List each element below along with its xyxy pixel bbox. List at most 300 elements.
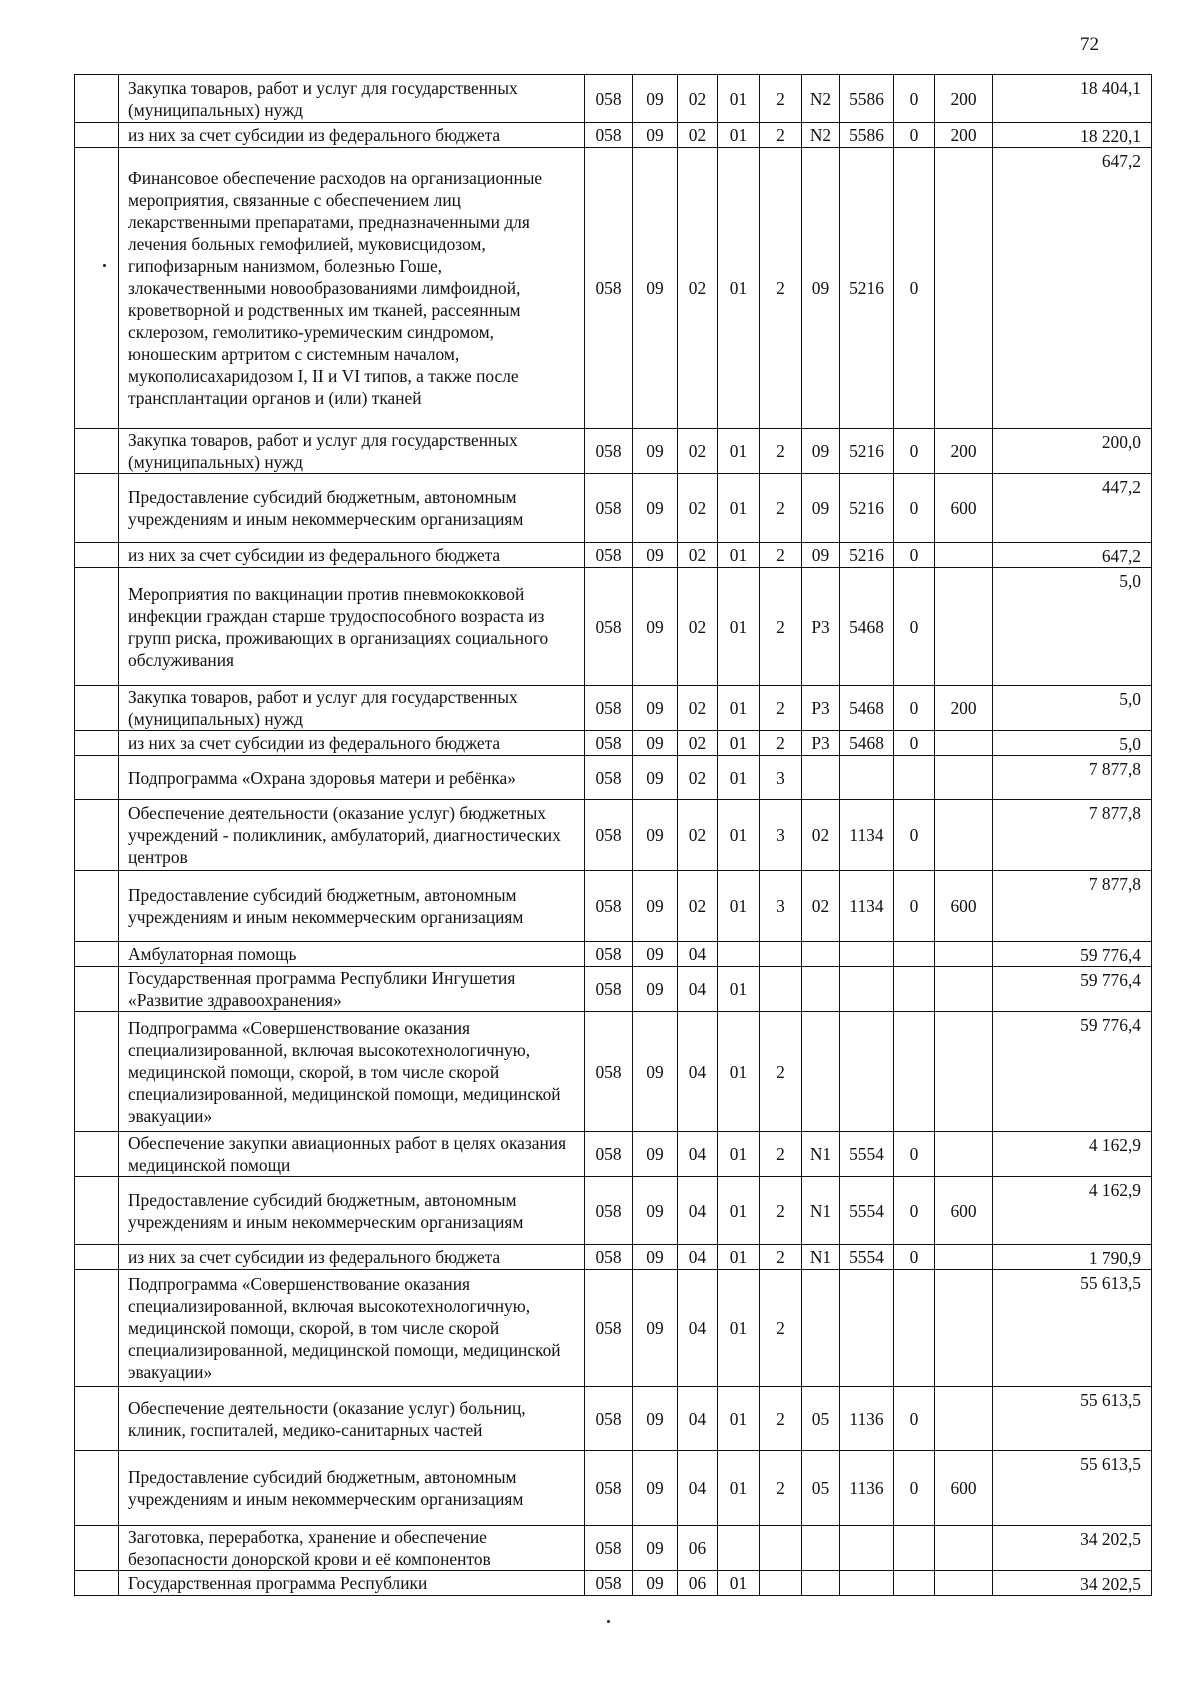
code-event-cell: N1	[802, 1177, 840, 1245]
table-row	[75, 123, 1152, 148]
code-event-cell: P3	[802, 686, 840, 731]
code-gr-cell: 058	[585, 1571, 633, 1596]
code-direction-cell	[840, 1012, 894, 1132]
item-name: Обеспечение деятельности (оказание услуг) бюджетных учреждений - поликлиник, амбулаторий, диагностических центров	[119, 800, 585, 871]
code-program-cell: 01	[718, 1132, 760, 1177]
table-row	[75, 1571, 1152, 1596]
code-event-cell	[802, 942, 840, 967]
table-row	[75, 148, 1152, 429]
code-subprogram-cell: 2	[760, 686, 802, 731]
code-rz-cell: 09	[633, 123, 678, 148]
item-name: Подпрограмма «Совершенствование оказания специализированной, включая высокотехнологичную, медицинской помощи, скорой, в том числе скорой специализированной, медицинской помощи, медицинской эвакуации»	[119, 1270, 585, 1387]
code-event-cell: 05	[802, 1387, 840, 1451]
code-event-cell: 02	[802, 871, 840, 942]
table-row	[75, 731, 1152, 756]
code-pr-cell: 04	[678, 1387, 718, 1451]
blank-cell	[75, 1270, 119, 1387]
budget-table	[74, 74, 1152, 1596]
code-sub-cell: 0	[894, 148, 935, 429]
blank-cell	[75, 1571, 119, 1596]
blank-cell	[75, 967, 119, 1012]
table-row	[75, 871, 1152, 942]
code-gr-cell: 058	[585, 1245, 633, 1270]
blank-cell	[75, 871, 119, 942]
item-name: Обеспечение закупки авиационных работ в целях оказания медицинской помощи	[119, 1132, 585, 1177]
code-event-cell: N1	[802, 1132, 840, 1177]
table-body	[75, 75, 1152, 1596]
code-program-cell: 01	[718, 1270, 760, 1387]
code-direction-cell: 5468	[840, 686, 894, 731]
code-gr-cell: 058	[585, 543, 633, 568]
code-direction-cell: 5216	[840, 429, 894, 474]
code-vr-cell	[935, 543, 993, 568]
scan-speck	[607, 1620, 610, 1623]
code-event-cell: N2	[802, 123, 840, 148]
code-program-cell: 01	[718, 429, 760, 474]
code-rz-cell: 09	[633, 1571, 678, 1596]
blank-cell	[75, 568, 119, 686]
code-event-cell: 09	[802, 474, 840, 543]
code-vr-cell	[935, 800, 993, 871]
code-event-cell	[802, 967, 840, 1012]
blank-cell	[75, 1526, 119, 1571]
code-subprogram-cell	[760, 1571, 802, 1596]
code-sub-cell: 0	[894, 123, 935, 148]
code-program-cell: 01	[718, 1387, 760, 1451]
amount-cell: 4 162,9	[993, 1132, 1152, 1177]
code-vr-cell	[935, 1245, 993, 1270]
code-sub-cell: 0	[894, 731, 935, 756]
code-vr-cell	[935, 148, 993, 429]
code-rz-cell: 09	[633, 1177, 678, 1245]
code-rz-cell: 09	[633, 967, 678, 1012]
code-gr-cell: 058	[585, 967, 633, 1012]
item-name: Предоставление субсидий бюджетным, автономным учреждениям и иным некоммерческим организациям	[119, 1451, 585, 1526]
item-name: Предоставление субсидий бюджетным, автономным учреждениям и иным некоммерческим организациям	[119, 474, 585, 543]
amount-cell: 5,0	[993, 568, 1152, 686]
code-pr-cell: 02	[678, 686, 718, 731]
code-pr-cell: 02	[678, 543, 718, 568]
table-row	[75, 1132, 1152, 1177]
amount-cell: 200,0	[993, 429, 1152, 474]
code-event-cell	[802, 1012, 840, 1132]
amount-cell: 4 162,9	[993, 1177, 1152, 1245]
blank-cell	[75, 75, 119, 123]
code-subprogram-cell: 2	[760, 1451, 802, 1526]
table-row	[75, 543, 1152, 568]
code-pr-cell: 02	[678, 123, 718, 148]
code-direction-cell: 5468	[840, 731, 894, 756]
code-gr-cell: 058	[585, 75, 633, 123]
item-name: из них за счет субсидии из федерального бюджета	[119, 123, 585, 148]
blank-cell	[75, 1245, 119, 1270]
code-event-cell: 05	[802, 1451, 840, 1526]
code-subprogram-cell: 2	[760, 1012, 802, 1132]
code-direction-cell	[840, 942, 894, 967]
code-direction-cell: 5554	[840, 1132, 894, 1177]
blank-cell	[75, 429, 119, 474]
code-rz-cell: 09	[633, 148, 678, 429]
code-program-cell: 01	[718, 1177, 760, 1245]
table-row	[75, 1387, 1152, 1451]
code-pr-cell: 02	[678, 148, 718, 429]
table-row	[75, 1177, 1152, 1245]
code-sub-cell: 0	[894, 1132, 935, 1177]
code-rz-cell: 09	[633, 871, 678, 942]
code-rz-cell: 09	[633, 800, 678, 871]
code-gr-cell: 058	[585, 123, 633, 148]
code-pr-cell: 04	[678, 967, 718, 1012]
code-gr-cell: 058	[585, 1451, 633, 1526]
code-program-cell	[718, 942, 760, 967]
code-program-cell: 01	[718, 1012, 760, 1132]
code-program-cell: 01	[718, 871, 760, 942]
code-event-cell: P3	[802, 568, 840, 686]
code-pr-cell: 04	[678, 942, 718, 967]
code-pr-cell: 04	[678, 1270, 718, 1387]
code-sub-cell: 0	[894, 75, 935, 123]
code-rz-cell: 09	[633, 1245, 678, 1270]
amount-cell: 59 776,4	[993, 1012, 1152, 1132]
code-vr-cell	[935, 1526, 993, 1571]
code-sub-cell	[894, 1526, 935, 1571]
code-rz-cell: 09	[633, 1387, 678, 1451]
table-row	[75, 1526, 1152, 1571]
code-pr-cell: 02	[678, 474, 718, 543]
code-vr-cell	[935, 1270, 993, 1387]
code-sub-cell	[894, 1270, 935, 1387]
code-gr-cell: 058	[585, 474, 633, 543]
amount-cell: 55 613,5	[993, 1270, 1152, 1387]
page-number: 72	[1080, 34, 1099, 55]
code-sub-cell: 0	[894, 1451, 935, 1526]
code-direction-cell: 1136	[840, 1451, 894, 1526]
table-row	[75, 800, 1152, 871]
table-row	[75, 942, 1152, 967]
code-program-cell: 01	[718, 568, 760, 686]
code-pr-cell: 06	[678, 1526, 718, 1571]
item-name: Амбулаторная помощь	[119, 942, 585, 967]
item-name: Закупка товаров, работ и услуг для государственных (муниципальных) нужд	[119, 686, 585, 731]
code-pr-cell: 02	[678, 429, 718, 474]
code-subprogram-cell: 2	[760, 568, 802, 686]
code-gr-cell: 058	[585, 800, 633, 871]
code-vr-cell: 200	[935, 429, 993, 474]
blank-cell	[75, 800, 119, 871]
code-rz-cell: 09	[633, 1270, 678, 1387]
blank-cell	[75, 756, 119, 800]
code-pr-cell: 02	[678, 800, 718, 871]
code-program-cell: 01	[718, 75, 760, 123]
code-rz-cell: 09	[633, 429, 678, 474]
code-direction-cell	[840, 967, 894, 1012]
code-vr-cell: 600	[935, 1451, 993, 1526]
blank-cell	[75, 543, 119, 568]
table-row	[75, 967, 1152, 1012]
code-rz-cell: 09	[633, 942, 678, 967]
code-sub-cell: 0	[894, 1245, 935, 1270]
item-name: Закупка товаров, работ и услуг для государственных (муниципальных) нужд	[119, 429, 585, 474]
item-name: Обеспечение деятельности (оказание услуг) больниц, клиник, госпиталей, медико-санитарных частей	[119, 1387, 585, 1451]
scan-speck	[103, 264, 106, 267]
code-subprogram-cell: 2	[760, 1245, 802, 1270]
code-vr-cell	[935, 568, 993, 686]
code-direction-cell	[840, 1526, 894, 1571]
item-name: из них за счет субсидии из федерального бюджета	[119, 731, 585, 756]
code-program-cell: 01	[718, 800, 760, 871]
code-sub-cell: 0	[894, 474, 935, 543]
blank-cell	[75, 148, 119, 429]
code-sub-cell: 0	[894, 1387, 935, 1451]
amount-cell: 34 202,5	[993, 1526, 1152, 1571]
table-row	[75, 1012, 1152, 1132]
code-program-cell: 01	[718, 474, 760, 543]
table-row	[75, 686, 1152, 731]
code-direction-cell: 1134	[840, 800, 894, 871]
amount-cell: 7 877,8	[993, 871, 1152, 942]
code-subprogram-cell: 2	[760, 1270, 802, 1387]
blank-cell	[75, 1177, 119, 1245]
code-event-cell: P3	[802, 731, 840, 756]
code-program-cell: 01	[718, 1571, 760, 1596]
amount-cell: 647,2	[993, 543, 1152, 568]
code-gr-cell: 058	[585, 1526, 633, 1571]
item-name: Предоставление субсидий бюджетным, автономным учреждениям и иным некоммерческим организациям	[119, 1177, 585, 1245]
code-direction-cell: 5554	[840, 1177, 894, 1245]
amount-cell: 59 776,4	[993, 942, 1152, 967]
code-gr-cell: 058	[585, 1012, 633, 1132]
code-vr-cell	[935, 1571, 993, 1596]
code-sub-cell: 0	[894, 871, 935, 942]
table-row	[75, 1245, 1152, 1270]
code-rz-cell: 09	[633, 1451, 678, 1526]
code-program-cell: 01	[718, 756, 760, 800]
code-program-cell: 01	[718, 1451, 760, 1526]
code-subprogram-cell: 2	[760, 1177, 802, 1245]
code-event-cell: 09	[802, 148, 840, 429]
code-event-cell	[802, 1270, 840, 1387]
code-pr-cell: 04	[678, 1451, 718, 1526]
code-subprogram-cell: 3	[760, 800, 802, 871]
code-direction-cell: 5586	[840, 75, 894, 123]
code-gr-cell: 058	[585, 1132, 633, 1177]
code-gr-cell: 058	[585, 942, 633, 967]
item-name: Подпрограмма «Совершенствование оказания специализированной, включая высокотехнологичную, медицинской помощи, скорой, в том числе скорой специализированной, медицинской помощи, медицинской эвакуации»	[119, 1012, 585, 1132]
code-vr-cell	[935, 967, 993, 1012]
amount-cell: 647,2	[993, 148, 1152, 429]
item-name: из них за счет субсидии из федерального бюджета	[119, 543, 585, 568]
code-direction-cell: 5468	[840, 568, 894, 686]
table-row	[75, 75, 1152, 123]
code-direction-cell: 1136	[840, 1387, 894, 1451]
code-subprogram-cell	[760, 942, 802, 967]
code-direction-cell: 5216	[840, 543, 894, 568]
code-vr-cell	[935, 1387, 993, 1451]
code-pr-cell: 04	[678, 1177, 718, 1245]
amount-cell: 1 790,9	[993, 1245, 1152, 1270]
amount-cell: 7 877,8	[993, 756, 1152, 800]
amount-cell: 55 613,5	[993, 1451, 1152, 1526]
code-sub-cell	[894, 942, 935, 967]
code-pr-cell: 04	[678, 1012, 718, 1132]
code-vr-cell: 600	[935, 871, 993, 942]
code-direction-cell	[840, 1571, 894, 1596]
amount-cell: 447,2	[993, 474, 1152, 543]
code-subprogram-cell: 2	[760, 148, 802, 429]
code-pr-cell: 06	[678, 1571, 718, 1596]
code-rz-cell: 09	[633, 686, 678, 731]
code-program-cell: 01	[718, 543, 760, 568]
code-event-cell: 09	[802, 543, 840, 568]
code-vr-cell	[935, 1012, 993, 1132]
code-subprogram-cell: 2	[760, 75, 802, 123]
code-subprogram-cell: 3	[760, 871, 802, 942]
amount-cell: 18 220,1	[993, 123, 1152, 148]
code-subprogram-cell: 2	[760, 543, 802, 568]
code-event-cell	[802, 1571, 840, 1596]
table-row	[75, 756, 1152, 800]
code-rz-cell: 09	[633, 731, 678, 756]
code-sub-cell	[894, 1571, 935, 1596]
code-direction-cell	[840, 1270, 894, 1387]
code-gr-cell: 058	[585, 731, 633, 756]
code-direction-cell: 5554	[840, 1245, 894, 1270]
code-rz-cell: 09	[633, 1526, 678, 1571]
code-vr-cell: 200	[935, 123, 993, 148]
code-gr-cell: 058	[585, 686, 633, 731]
code-program-cell: 01	[718, 967, 760, 1012]
blank-cell	[75, 474, 119, 543]
code-rz-cell: 09	[633, 1132, 678, 1177]
code-gr-cell: 058	[585, 568, 633, 686]
code-vr-cell: 200	[935, 75, 993, 123]
code-direction-cell	[840, 756, 894, 800]
code-program-cell: 01	[718, 148, 760, 429]
table-row	[75, 429, 1152, 474]
code-gr-cell: 058	[585, 429, 633, 474]
code-sub-cell: 0	[894, 686, 935, 731]
code-sub-cell: 0	[894, 568, 935, 686]
code-gr-cell: 058	[585, 756, 633, 800]
code-rz-cell: 09	[633, 543, 678, 568]
code-direction-cell: 5216	[840, 148, 894, 429]
amount-cell: 59 776,4	[993, 967, 1152, 1012]
blank-cell	[75, 686, 119, 731]
item-name: Заготовка, переработка, хранение и обеспечение безопасности донорской крови и её компонентов	[119, 1526, 585, 1571]
code-direction-cell: 5586	[840, 123, 894, 148]
code-rz-cell: 09	[633, 474, 678, 543]
blank-cell	[75, 1012, 119, 1132]
code-program-cell	[718, 1526, 760, 1571]
amount-cell: 55 613,5	[993, 1387, 1152, 1451]
item-name: из них за счет субсидии из федерального бюджета	[119, 1245, 585, 1270]
code-rz-cell: 09	[633, 756, 678, 800]
item-name: Мероприятия по вакцинации против пневмококковой инфекции граждан старше трудоспособного возраста из групп риска, проживающих в организациях социального обслуживания	[119, 568, 585, 686]
code-sub-cell	[894, 1012, 935, 1132]
code-sub-cell: 0	[894, 1177, 935, 1245]
amount-cell: 34 202,5	[993, 1571, 1152, 1596]
code-vr-cell	[935, 731, 993, 756]
code-rz-cell: 09	[633, 1012, 678, 1132]
table-row	[75, 1270, 1152, 1387]
amount-cell: 5,0	[993, 686, 1152, 731]
blank-cell	[75, 942, 119, 967]
code-pr-cell: 02	[678, 568, 718, 686]
code-sub-cell	[894, 967, 935, 1012]
code-vr-cell: 600	[935, 474, 993, 543]
code-rz-cell: 09	[633, 75, 678, 123]
table-row	[75, 568, 1152, 686]
code-pr-cell: 02	[678, 756, 718, 800]
code-gr-cell: 058	[585, 1270, 633, 1387]
amount-cell: 5,0	[993, 731, 1152, 756]
table-row	[75, 1451, 1152, 1526]
code-gr-cell: 058	[585, 1387, 633, 1451]
code-vr-cell	[935, 756, 993, 800]
code-direction-cell: 1134	[840, 871, 894, 942]
code-sub-cell: 0	[894, 543, 935, 568]
blank-cell	[75, 1451, 119, 1526]
code-subprogram-cell: 3	[760, 756, 802, 800]
code-pr-cell: 02	[678, 731, 718, 756]
blank-cell	[75, 1132, 119, 1177]
code-pr-cell: 02	[678, 75, 718, 123]
code-subprogram-cell: 2	[760, 1387, 802, 1451]
code-program-cell: 01	[718, 1245, 760, 1270]
code-event-cell: 02	[802, 800, 840, 871]
code-subprogram-cell	[760, 967, 802, 1012]
code-subprogram-cell: 2	[760, 1132, 802, 1177]
code-vr-cell	[935, 942, 993, 967]
blank-cell	[75, 731, 119, 756]
code-sub-cell: 0	[894, 429, 935, 474]
item-name: Подпрограмма «Охрана здоровья матери и ребёнка»	[119, 756, 585, 800]
code-gr-cell: 058	[585, 1177, 633, 1245]
item-name: Закупка товаров, работ и услуг для государственных (муниципальных) нужд	[119, 75, 585, 123]
blank-cell	[75, 123, 119, 148]
amount-cell: 7 877,8	[993, 800, 1152, 871]
code-vr-cell: 200	[935, 686, 993, 731]
amount-cell: 18 404,1	[993, 75, 1152, 123]
code-sub-cell: 0	[894, 800, 935, 871]
code-vr-cell: 600	[935, 1177, 993, 1245]
code-direction-cell: 5216	[840, 474, 894, 543]
code-sub-cell	[894, 756, 935, 800]
code-rz-cell: 09	[633, 568, 678, 686]
table-row	[75, 474, 1152, 543]
code-subprogram-cell: 2	[760, 731, 802, 756]
code-pr-cell: 04	[678, 1132, 718, 1177]
code-event-cell	[802, 756, 840, 800]
code-program-cell: 01	[718, 123, 760, 148]
code-vr-cell	[935, 1132, 993, 1177]
code-event-cell: N2	[802, 75, 840, 123]
code-gr-cell: 058	[585, 871, 633, 942]
code-subprogram-cell: 2	[760, 429, 802, 474]
item-name: Предоставление субсидий бюджетным, автономным учреждениям и иным некоммерческим организациям	[119, 871, 585, 942]
item-name: Финансовое обеспечение расходов на организационные мероприятия, связанные с обеспечением лиц лекарственными препаратами, предназначенными для лечения больных гемофилией, муковисцидозом, гипофизарным нанизмом, болезнью Гоше, злокачественными новообразованиями лимфоидной, кроветворной и родственных им тканей, рассеянным склерозом, гемолитико-уремическим синдромом, юношеским артритом с системным началом, мукополисахаридозом I, II и VI типов, а также после трансплантации органов и (или) тканей	[119, 148, 585, 429]
code-event-cell	[802, 1526, 840, 1571]
code-subprogram-cell: 2	[760, 474, 802, 543]
code-event-cell: N1	[802, 1245, 840, 1270]
code-subprogram-cell	[760, 1526, 802, 1571]
item-name: Государственная программа Республики Ингушетия «Развитие здравоохранения»	[119, 967, 585, 1012]
code-gr-cell: 058	[585, 148, 633, 429]
code-pr-cell: 02	[678, 871, 718, 942]
code-event-cell: 09	[802, 429, 840, 474]
code-program-cell: 01	[718, 686, 760, 731]
code-pr-cell: 04	[678, 1245, 718, 1270]
